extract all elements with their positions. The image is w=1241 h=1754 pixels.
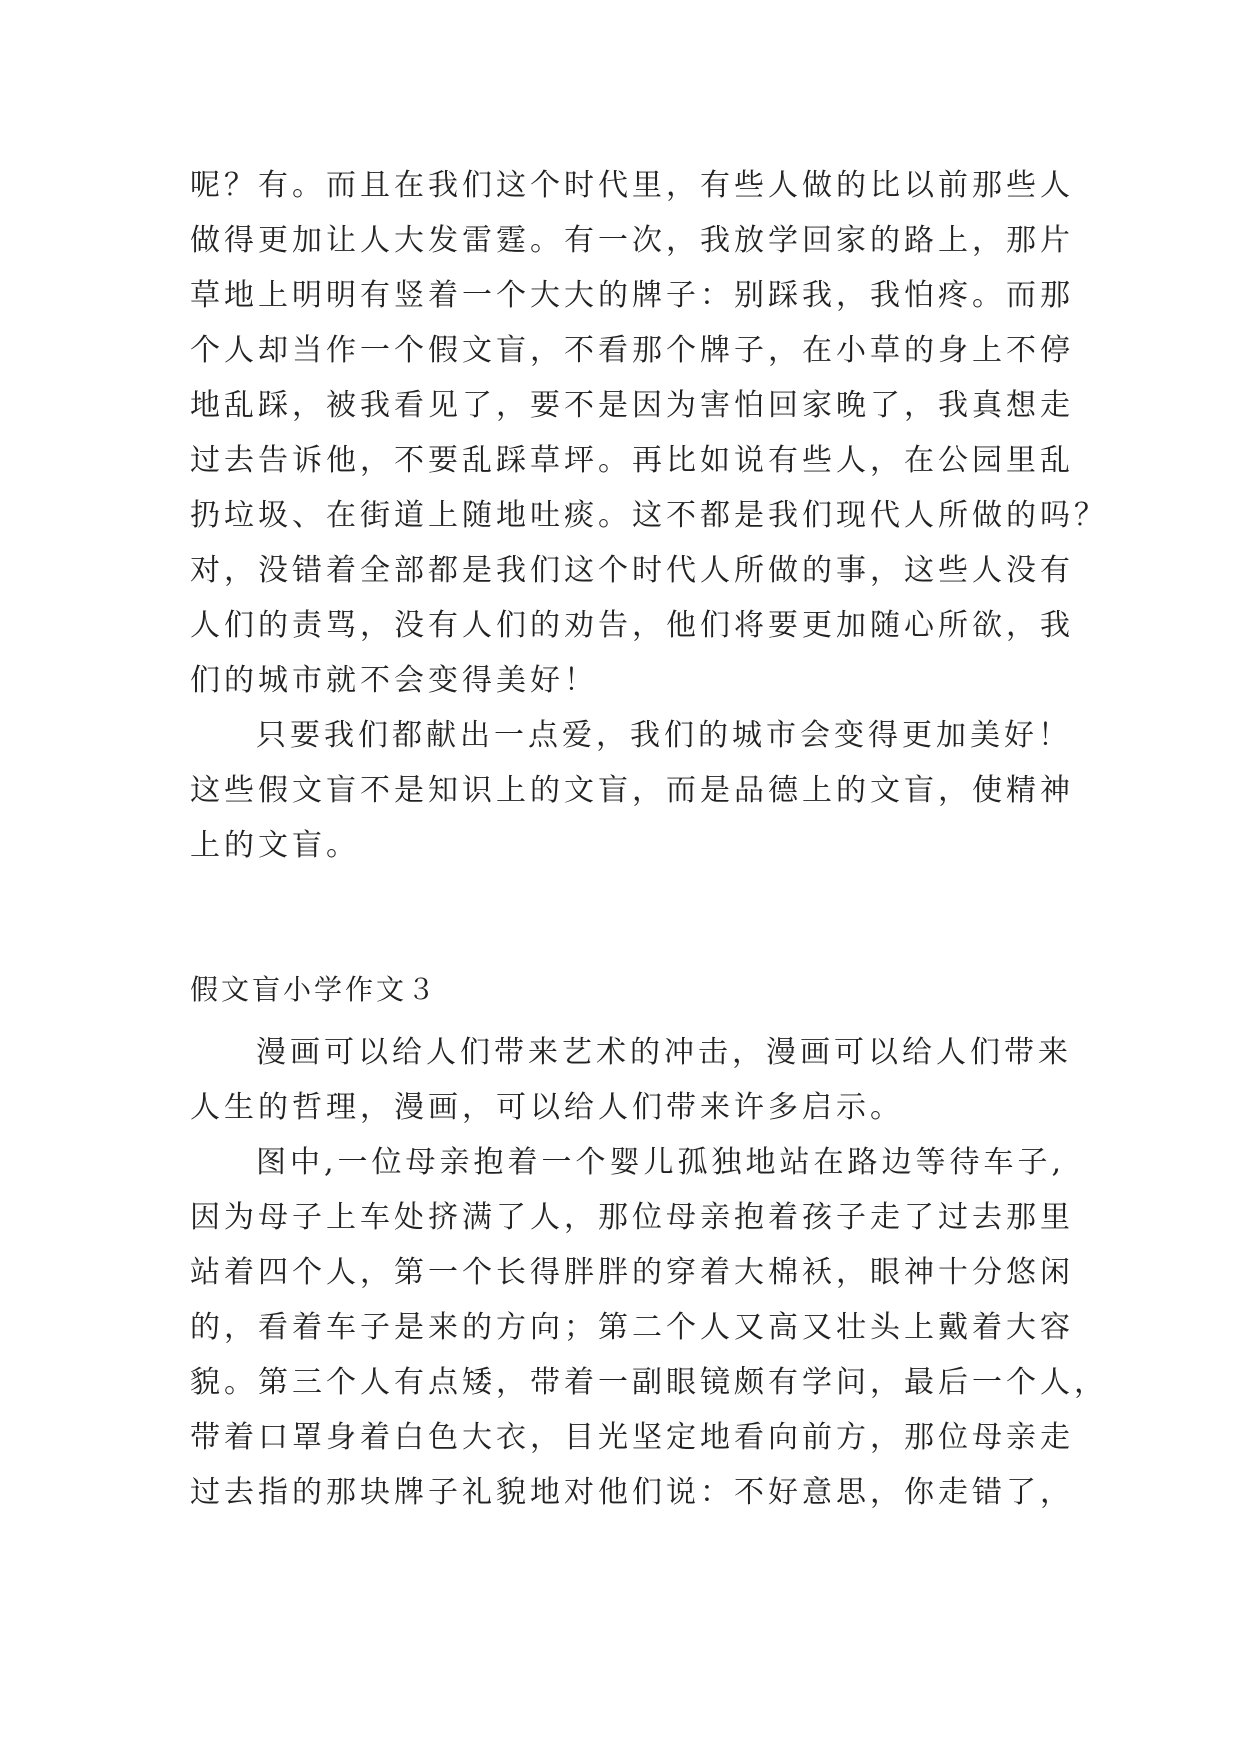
paragraph-start-line: 漫画可以给人们带来艺术的冲击，漫画可以给人们带来 bbox=[256, 1035, 1072, 1070]
text-line: 呢？有。而且在我们这个时代里，有些人做的比以前那些人 bbox=[190, 168, 1074, 203]
text-line: 对，没错着全部都是我们这个时代人所做的事，这些人没有 bbox=[190, 553, 1074, 588]
text-line: 上的文盲。 bbox=[190, 828, 360, 863]
text-line: 人生的哲理，漫画，可以给人们带来许多启示。 bbox=[190, 1090, 904, 1125]
essay-body-part-1 bbox=[190, 158, 1108, 873]
paragraph-start-line: 只要我们都献出一点爱，我们的城市会变得更加美好！ bbox=[256, 718, 1072, 753]
text-line: 地乱踩，被我看见了，要不是因为害怕回家晚了，我真想走 bbox=[190, 388, 1074, 423]
text-line: 这些假文盲不是知识上的文盲，而是品德上的文盲，使精神 bbox=[190, 773, 1074, 808]
paragraph-start-line: 图中,一位母亲抱着一个婴儿孤独地站在路边等待车子, bbox=[256, 1145, 1066, 1180]
text-line: 带着口罩身着白色大衣，目光坚定地看向前方，那位母亲走 bbox=[190, 1420, 1074, 1455]
text-line: 个人却当作一个假文盲，不看那个牌子，在小草的身上不停 bbox=[190, 333, 1074, 368]
text-line: 过去指的那块牌子礼貌地对他们说：不好意思，你走错了， bbox=[190, 1475, 1074, 1510]
essay-body-part-2 bbox=[190, 1025, 1108, 1520]
text-line: 站着四个人，第一个长得胖胖的穿着大棉袄，眼神十分悠闲 bbox=[190, 1255, 1074, 1290]
text-line: 扔垃圾、在街道上随地吐痰。这不都是我们现代人所做的吗？ bbox=[190, 498, 1108, 533]
text-line: 貌。第三个人有点矮，带着一副眼镜颇有学问，最后一个人， bbox=[190, 1365, 1108, 1400]
text-line: 因为母子上车处挤满了人，那位母亲抱着孩子走了过去那里 bbox=[190, 1200, 1074, 1235]
text-line: 草地上明明有竖着一个大大的牌子：别踩我，我怕疼。而那 bbox=[190, 278, 1074, 313]
essay-heading: 假文盲小学作文３ bbox=[190, 973, 439, 1006]
text-line: 人们的责骂，没有人们的劝告，他们将要更加随心所欲，我 bbox=[190, 608, 1074, 643]
text-line: 们的城市就不会变得美好！ bbox=[190, 663, 598, 698]
text-line: 的，看着车子是来的方向；第二个人又高又壮头上戴着大容 bbox=[190, 1310, 1074, 1345]
text-line: 过去告诉他，不要乱踩草坪。再比如说有些人，在公园里乱 bbox=[190, 443, 1074, 478]
text-line: 做得更加让人大发雷霆。有一次，我放学回家的路上，那片 bbox=[190, 223, 1074, 258]
